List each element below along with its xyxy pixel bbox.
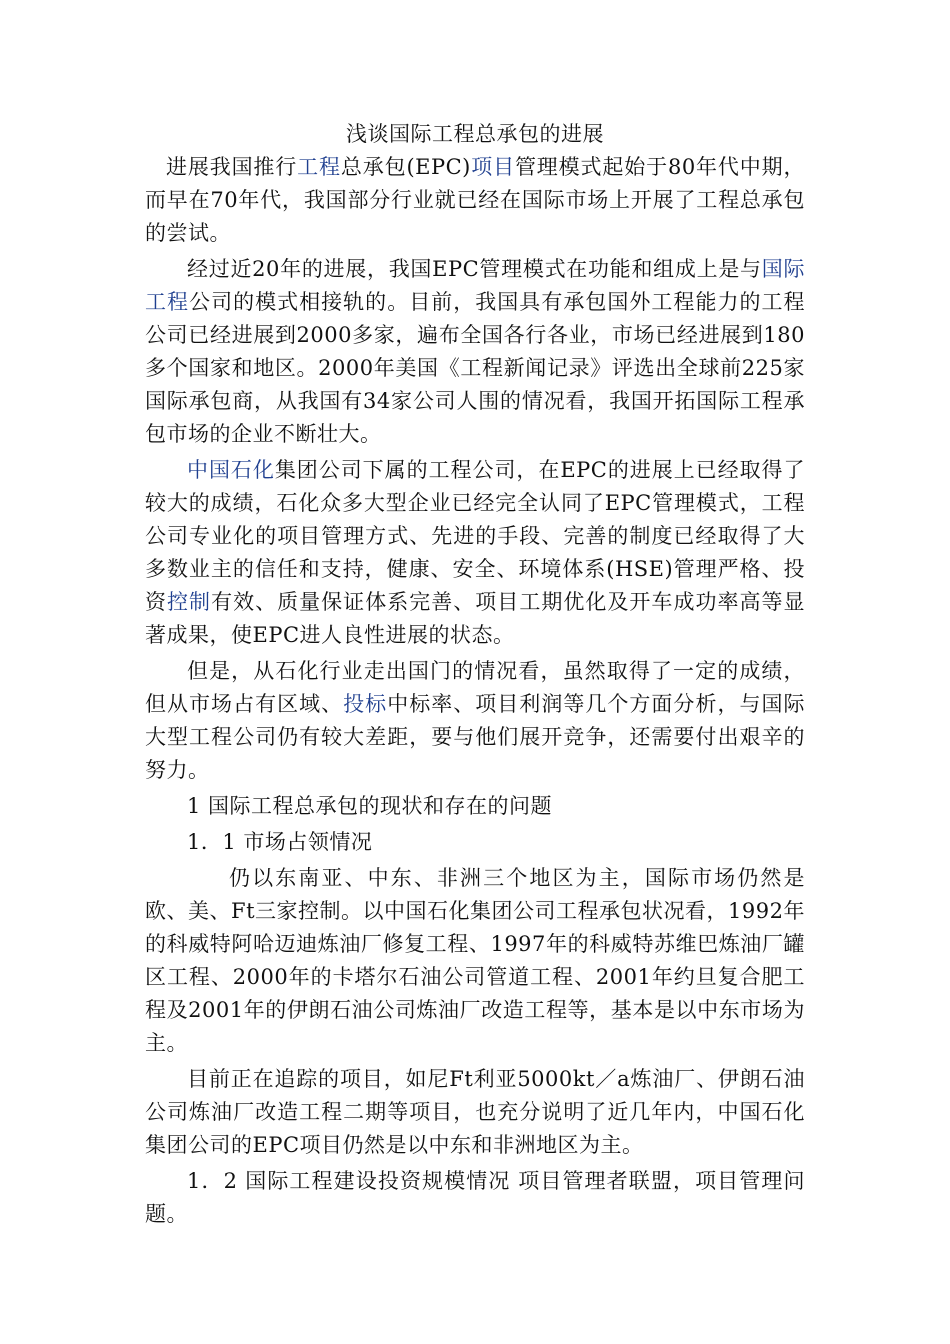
paragraph-epc-development [145,253,805,451]
paragraph-text: 集团公司下属的工程公司，在EPC的进展上已经取得了较大的成绩，石化众多大型企业已经完全认同了EPC管理模式，工程公司专业化的项目管理方式、先进的手段、完善的制度已经取得了大多数业主的信任和支持，健康、安全、环境体系(HSE)管理严格、投资 [145,458,805,614]
document-title: 浅谈国际工程总承包的进展 [346,122,604,146]
paragraph-text: 公司的模式相接轨的。目前，我国具有承包国外工程能力的工程公司已经进展到2000多家，遍布全国各行各业，市场已经进展到180多个国家和地区。2000年美国《工程新闻记录》评选出全球前225家国际承包商，从我国有34家公司人围的情况看，我国开拓国际工程承包市场的企业不断壮大。 [145,290,806,446]
paragraph-text: 仍以东南亚、中东、非洲三个地区为主，国际市场仍然是欧、美、Ft三家控制。以中国石化集团公司工程承包状况看，1992年的科威特阿哈迈迪炼油厂修复工程、1997年的科威特苏维巴炼油厂罐区工程、2000年的卡塔尔石油公司管道工程、2001年约旦复合肥工程及2001年的伊朗石油公司炼油厂改造工程等，基本是以中东市场为主。 [145,866,805,1055]
paragraph-text: 进展我国推行 [166,155,298,179]
hyperlink-term[interactable]: 控制 [167,590,212,614]
hyperlink-term[interactable]: 中国石化 [187,458,275,482]
paragraph-gap-analysis [145,655,805,787]
paragraph-text: 但是，从石化行业走出国门的情况看，虽然取得了一定的成绩，但从市场占有区域、 [145,659,805,716]
section-heading-1-1 [145,826,805,859]
hyperlink-term[interactable]: 投标 [343,692,388,716]
hyperlink-term[interactable]: 项目 [470,155,515,179]
hyperlink-term[interactable]: 工程 [297,155,341,179]
paragraph-text: 目前正在追踪的项目，如尼Ft利亚5000kt／a炼油厂、伊朗石油公司炼油厂改造工程二期等项目，也充分说明了近几年内，中国石化集团公司的EPC项目仍然是以中东和非洲地区为主。 [145,1067,805,1157]
document-body [145,118,805,1234]
paragraph-intro [145,151,805,250]
paragraph-tracked-projects [145,1063,805,1162]
paragraph-text: 管理模式起始于80年代中期，而早在70年代，我国部分行业就已经在国际市场上开展了工程总承包的尝试。 [145,155,805,245]
paragraph-text: 中标率、项目利润等几个方面分析，与国际大型工程公司仍有较大差距，要与他们展开竞争，还需要付出艰辛的努力。 [145,692,806,782]
section-heading-1-2 [145,1165,805,1231]
paragraph-text: 总承包(EPC) [340,155,471,179]
paragraph-text: 1．1 市场占领情况 [187,830,373,854]
paragraph-text: 有效、质量保证体系完善、项目工期优化及开车成功率高等显著成果，使EPC进人良性进展的状态。 [145,590,806,647]
hyperlink-term[interactable]: 国际工程 [145,257,806,314]
paragraph-market-share [145,862,805,1060]
paragraph-text: 1．2 国际工程建设投资规模情况 项目管理者联盟，项目管理问题。 [145,1169,805,1226]
paragraph-text: 经过近20年的进展，我国EPC管理模式在功能和组成上是与 [187,257,762,281]
paragraph-text: 1 国际工程总承包的现状和存在的问题 [187,794,553,818]
paragraph-sinopec-achievements [145,454,805,652]
section-heading-1 [145,790,805,823]
